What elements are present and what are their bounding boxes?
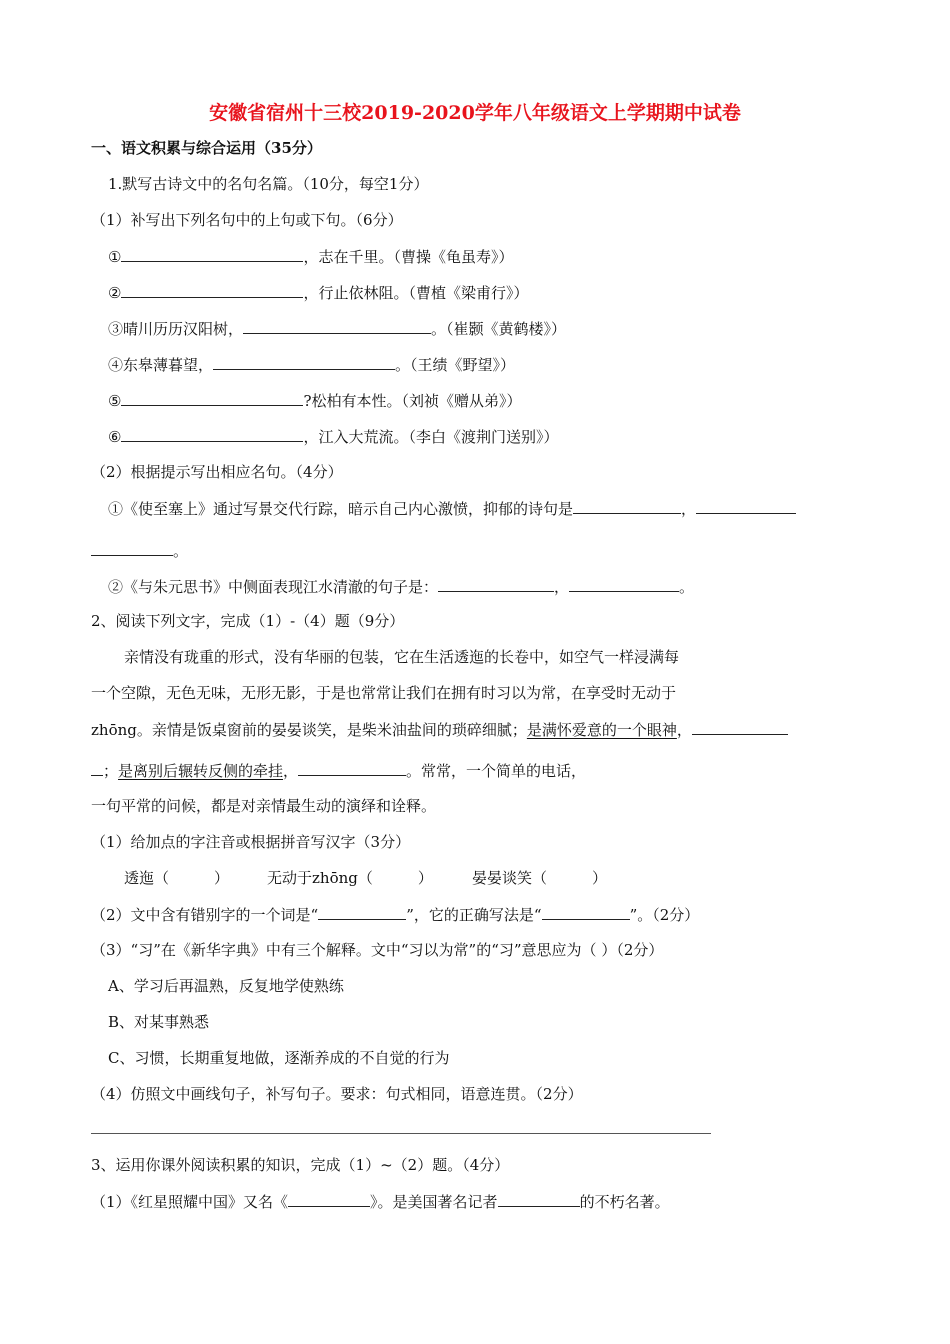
item-number: ④ bbox=[108, 356, 124, 374]
answer-line[interactable] bbox=[91, 1133, 711, 1134]
pinyin-item-1: 透迤（ ） bbox=[124, 869, 230, 887]
fill-item-5 bbox=[108, 390, 522, 411]
hint-item-2 bbox=[108, 576, 694, 597]
underlined-sentence: 是满怀爱意的一个眼神 bbox=[526, 721, 677, 739]
end-mark: 。 bbox=[679, 578, 695, 596]
answer-blank[interactable] bbox=[91, 540, 173, 556]
passage-line-3 bbox=[91, 719, 788, 740]
answer-blank[interactable] bbox=[243, 318, 431, 334]
answer-blank[interactable] bbox=[569, 576, 679, 592]
hint-text: ①《使至塞上》通过写景交代行踪，暗示自己内心激愤，抑郁的诗句是 bbox=[108, 500, 574, 518]
item-text: 。（王绩《野望》） bbox=[395, 356, 516, 374]
passage-line-4 bbox=[91, 760, 586, 781]
question-text: 》。是美国著名记者 bbox=[370, 1193, 498, 1211]
question-text: （1）《红星照耀中国》又名《 bbox=[91, 1193, 289, 1211]
question-text: ”，它的正确写法是“ bbox=[406, 906, 542, 924]
item-pre-text: 东皋薄暮望， bbox=[123, 356, 214, 374]
answer-blank[interactable] bbox=[121, 282, 303, 298]
passage-text: zhōng。亲情是饭桌窗前的晏晏谈笑，是柴米油盐间的琐碎细腻； bbox=[91, 721, 527, 739]
passage-text: ， bbox=[676, 721, 692, 739]
answer-blank[interactable] bbox=[498, 1191, 580, 1207]
question-3-label: 3、运用你课外阅读积累的知识，完成（1）~（2）题。（4分） bbox=[91, 1156, 510, 1174]
item-text: 。（崔颢《黄鹤楼》） bbox=[431, 320, 567, 338]
item-pre-text: 晴川历历汉阳树， bbox=[123, 320, 244, 338]
question-2-sub-1: （1）给加点的字注音或根据拼音写汉字（3分） bbox=[91, 833, 411, 851]
answer-blank[interactable] bbox=[288, 1191, 370, 1207]
fill-item-3 bbox=[108, 318, 566, 339]
answer-blank[interactable] bbox=[298, 760, 406, 776]
end-mark: 。 bbox=[173, 542, 189, 560]
answer-blank[interactable] bbox=[91, 760, 103, 776]
answer-blank[interactable] bbox=[438, 576, 554, 592]
item-number: ① bbox=[108, 248, 122, 266]
question-text: ”。（2分） bbox=[629, 906, 700, 924]
passage-line-5: 一句平常的问候，都是对亲情最生动的演绎和诠释。 bbox=[91, 797, 437, 815]
answer-blank[interactable] bbox=[696, 498, 796, 514]
answer-blank[interactable] bbox=[121, 246, 303, 262]
separator: ， bbox=[554, 578, 570, 596]
answer-blank[interactable] bbox=[542, 904, 630, 920]
exam-title: 安徽省宿州十三校2019-2020学年八年级语文上学期期中试卷 bbox=[209, 102, 741, 124]
pinyin-item-3: 晏晏谈笑（ ） bbox=[472, 869, 608, 887]
question-1-sub-2: （2）根据提示写出相应名句。（4分） bbox=[91, 463, 343, 481]
answer-blank[interactable] bbox=[318, 904, 406, 920]
pinyin-item-2: 无动于zhōng（ ） bbox=[267, 869, 433, 887]
hint-item-1-continued bbox=[91, 540, 188, 561]
passage-line-2: 一个空隙，无色无味，无形无影，于是也常常让我们在拥有时习以为常，在享受时无动于 bbox=[91, 684, 677, 702]
fill-item-1 bbox=[108, 246, 513, 267]
item-text: ?松柏有本性。（刘祯《赠从弟》） bbox=[303, 392, 522, 410]
item-number: ③ bbox=[108, 320, 124, 338]
fill-item-2 bbox=[108, 282, 528, 303]
option-a: A、学习后再温熟，反复地学使熟练 bbox=[108, 977, 344, 995]
question-1-sub-1: （1）补写出下列名句中的上句或下句。（6分） bbox=[91, 211, 403, 229]
fill-item-4 bbox=[108, 354, 515, 375]
answer-blank[interactable] bbox=[213, 354, 395, 370]
question-text: 的不朽名著。 bbox=[579, 1193, 670, 1211]
option-b: B、对某事熟悉 bbox=[108, 1013, 210, 1031]
item-text: ，行止依林阻。（曹植《梁甫行》） bbox=[303, 284, 529, 302]
question-2-sub-3: （3）“习”在《新华字典》中有三个解释。文中“习以为常”的“习”意思应为（ ）（2分） bbox=[91, 941, 664, 959]
item-number: ⑥ bbox=[108, 428, 122, 446]
hint-item-1 bbox=[108, 498, 796, 519]
passage-text: ， bbox=[283, 762, 299, 780]
fill-item-6 bbox=[108, 426, 558, 447]
section-heading: 一、语文积累与综合运用（35分） bbox=[91, 139, 322, 157]
item-text: ，江入大荒流。（李白《渡荆门送别》） bbox=[303, 428, 559, 446]
question-2-label: 2、阅读下列文字，完成（1）-（4）题（9分） bbox=[91, 612, 405, 630]
separator: ， bbox=[681, 500, 697, 518]
question-2-sub-2 bbox=[91, 904, 699, 925]
answer-blank[interactable] bbox=[121, 426, 303, 442]
passage-text: 。常常，一个简单的电话， bbox=[406, 762, 587, 780]
passage-line-1: 亲情没有珑重的形式，没有华丽的包装，它在生活透迤的长卷中，如空气一样浸满每 bbox=[124, 648, 680, 666]
underlined-sentence: 是离别后辗转反侧的牵挂 bbox=[118, 762, 284, 780]
item-number: ② bbox=[108, 284, 122, 302]
question-2-sub-4: （4）仿照文中画线句子，补写句子。要求：句式相同，语意连贯。（2分） bbox=[91, 1085, 583, 1103]
question-3-sub-1 bbox=[91, 1191, 670, 1212]
option-c: C、习惯，长期重复地做，逐渐养成的不自觉的行为 bbox=[108, 1049, 450, 1067]
item-text: ，志在千里。（曹操《龟虽寿》） bbox=[303, 248, 514, 266]
hint-text: ②《与朱元思书》中侧面表现江水清澈的句子是： bbox=[108, 578, 439, 596]
item-number: ⑤ bbox=[108, 392, 122, 410]
answer-blank[interactable] bbox=[121, 390, 303, 406]
answer-blank[interactable] bbox=[573, 498, 681, 514]
passage-text: ； bbox=[103, 762, 119, 780]
question-1-label: 1.默写古诗文中的名句名篇。（10分，每空1分） bbox=[108, 175, 429, 193]
question-text: （2）文中含有错别字的一个词是“ bbox=[91, 906, 319, 924]
answer-blank[interactable] bbox=[692, 719, 788, 735]
